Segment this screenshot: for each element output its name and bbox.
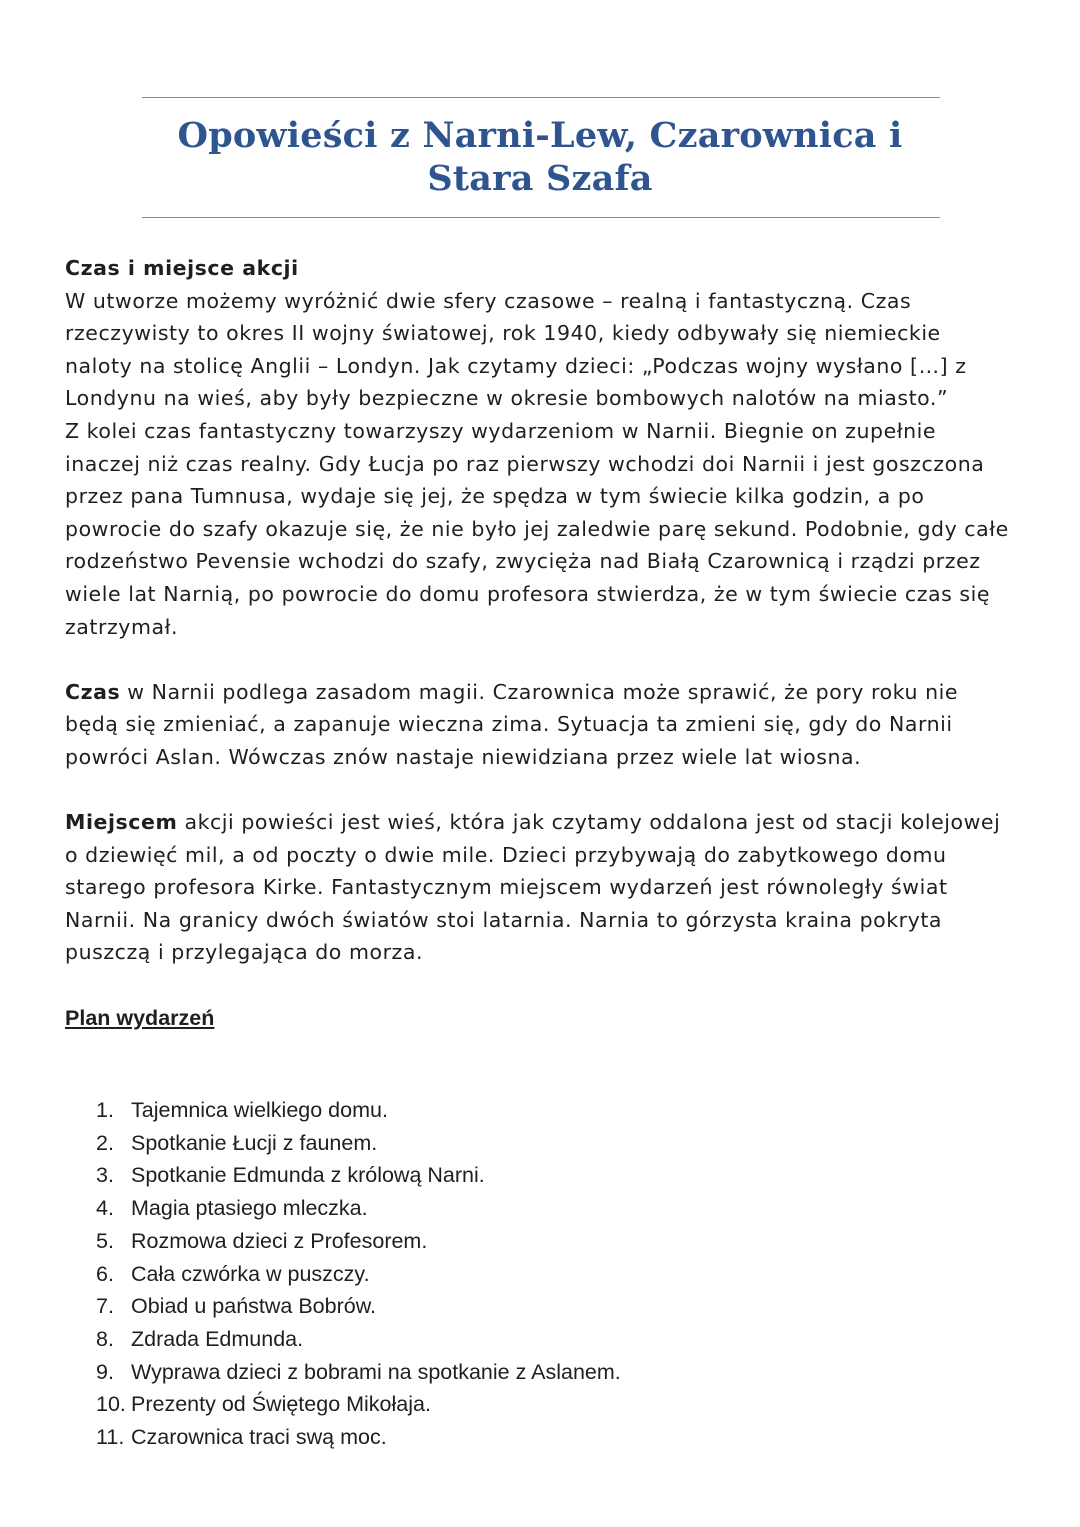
paragraph-place bbox=[65, 806, 1015, 969]
list-item-text: Obiad u państwa Bobrów. bbox=[131, 1294, 377, 1319]
paragraph-fantasy-time: Z kolei czas fantastyczny towarzyszy wydarzeniom w Narnii. Biegnie on zupełnie inaczej niż czas realny. Gdy Łucja po raz pierwszy wchodzi doi Narnii i jest goszczona przez pana Tumnusa, wydaje się jej, że spędza w tym świecie kilka godzin, a po powrocie do szafy okazuje się, że nie było jej zaledwie parę sekund. Podobnie, gdy całe rodzeństwo Pevensie wchodzi do szafy, zwycięża nad Białą Czarownicą i rządzi przez wiele lat Narnią, po powrocie do domu profesora stwierdza, że w tym świecie czas się zatrzymał. bbox=[65, 418, 1009, 639]
list-item-text: Tajemnica wielkiego domu. bbox=[131, 1098, 388, 1122]
list-item bbox=[96, 1094, 621, 1127]
list-item-number: 10. bbox=[96, 1392, 126, 1417]
paragraph-magic-time bbox=[65, 676, 1015, 774]
list-item-text: Czarownica traci swą moc. bbox=[131, 1425, 387, 1450]
section-heading-time-place: Czas i miejsce akcji bbox=[65, 256, 299, 280]
list-item bbox=[96, 1421, 621, 1454]
list-item bbox=[96, 1290, 621, 1323]
list-item-number: 6. bbox=[96, 1261, 114, 1286]
list-item-number: 7. bbox=[96, 1294, 114, 1319]
title-line-1: Opowieści z Narni-Lew, Czarownica i bbox=[177, 115, 903, 156]
section-heading-plan: Plan wydarzeń bbox=[65, 1005, 215, 1030]
list-item bbox=[96, 1388, 621, 1421]
list-item bbox=[96, 1127, 621, 1160]
title-top-rule bbox=[142, 97, 940, 98]
title-bottom-rule bbox=[142, 217, 940, 218]
list-item bbox=[96, 1356, 621, 1389]
plan-list bbox=[96, 1094, 621, 1454]
list-item-text: Wyprawa dzieci z bobrami na spotkanie z Aslanem. bbox=[131, 1359, 621, 1384]
list-item-number: 5. bbox=[96, 1228, 114, 1253]
bold-term-place: Miejscem bbox=[65, 810, 178, 835]
list-item-number: 3. bbox=[96, 1163, 114, 1188]
list-item bbox=[96, 1323, 621, 1356]
paragraph-magic-time-text: w Narnii podlega zasadom magii. Czarownica może sprawić, że pory roku nie będą się zmieniać, a zapanuje wieczna zima. Sytuacja ta zmieni się, gdy do Narnii powróci Aslan. Wówczas znów nastaje niewidziana przez wiele lat wiosna. bbox=[65, 679, 959, 769]
list-item bbox=[96, 1192, 621, 1225]
list-item-text: Spotkanie Edmunda z królową Narni. bbox=[131, 1163, 485, 1188]
list-item bbox=[96, 1225, 621, 1258]
list-item-text: Magia ptasiego mleczka. bbox=[131, 1196, 368, 1221]
list-item-number: 1. bbox=[96, 1098, 114, 1122]
list-item-text: Rozmowa dzieci z Profesorem. bbox=[131, 1228, 428, 1253]
bold-term-time: Czas bbox=[65, 679, 121, 704]
list-item-text: Prezenty od Świętego Mikołaja. bbox=[131, 1392, 431, 1417]
list-item-number: 9. bbox=[96, 1359, 114, 1384]
list-item-number: 8. bbox=[96, 1326, 114, 1351]
title-line-2: Stara Szafa bbox=[427, 158, 653, 199]
list-item-text: Zdrada Edmunda. bbox=[131, 1326, 304, 1351]
document-body bbox=[65, 252, 1015, 1034]
list-item-text: Spotkanie Łucji z faunem. bbox=[131, 1130, 378, 1155]
list-item bbox=[96, 1258, 621, 1291]
list-item bbox=[96, 1159, 621, 1192]
list-item-number: 11. bbox=[96, 1425, 125, 1450]
document-title bbox=[100, 114, 980, 200]
list-item-text: Cała czwórka w puszczy. bbox=[131, 1261, 370, 1286]
paragraph-real-time: W utworze możemy wyróżnić dwie sfery czasowe – realną i fantastyczną. Czas rzeczywisty to okres II wojny światowej, rok 1940, kiedy odbywały się niemieckie naloty na stolicę Anglii – Londyn. Jak czytamy dzieci: „Podczas wojny wysłano […] z Londynu na wieś, aby były bezpieczne w okresie bombowych nalotów na miasto.” bbox=[65, 288, 967, 411]
paragraph-place-text: akcji powieści jest wieś, która jak czytamy oddalona jest od stacji kolejowej o dziewięć mil, a od poczty o dwie mile. Dzieci przybywają do zabytkowego domu starego profesora Kirke. Fantastycznym miejscem wydarzeń jest równoległy świat Narnii. Na granicy dwóch światów stoi latarnia. Narnia to górzysta kraina pokryta puszczą i przylegająca do morza. bbox=[65, 810, 1001, 965]
list-item-number: 2. bbox=[96, 1130, 114, 1155]
list-item-number: 4. bbox=[96, 1196, 114, 1221]
